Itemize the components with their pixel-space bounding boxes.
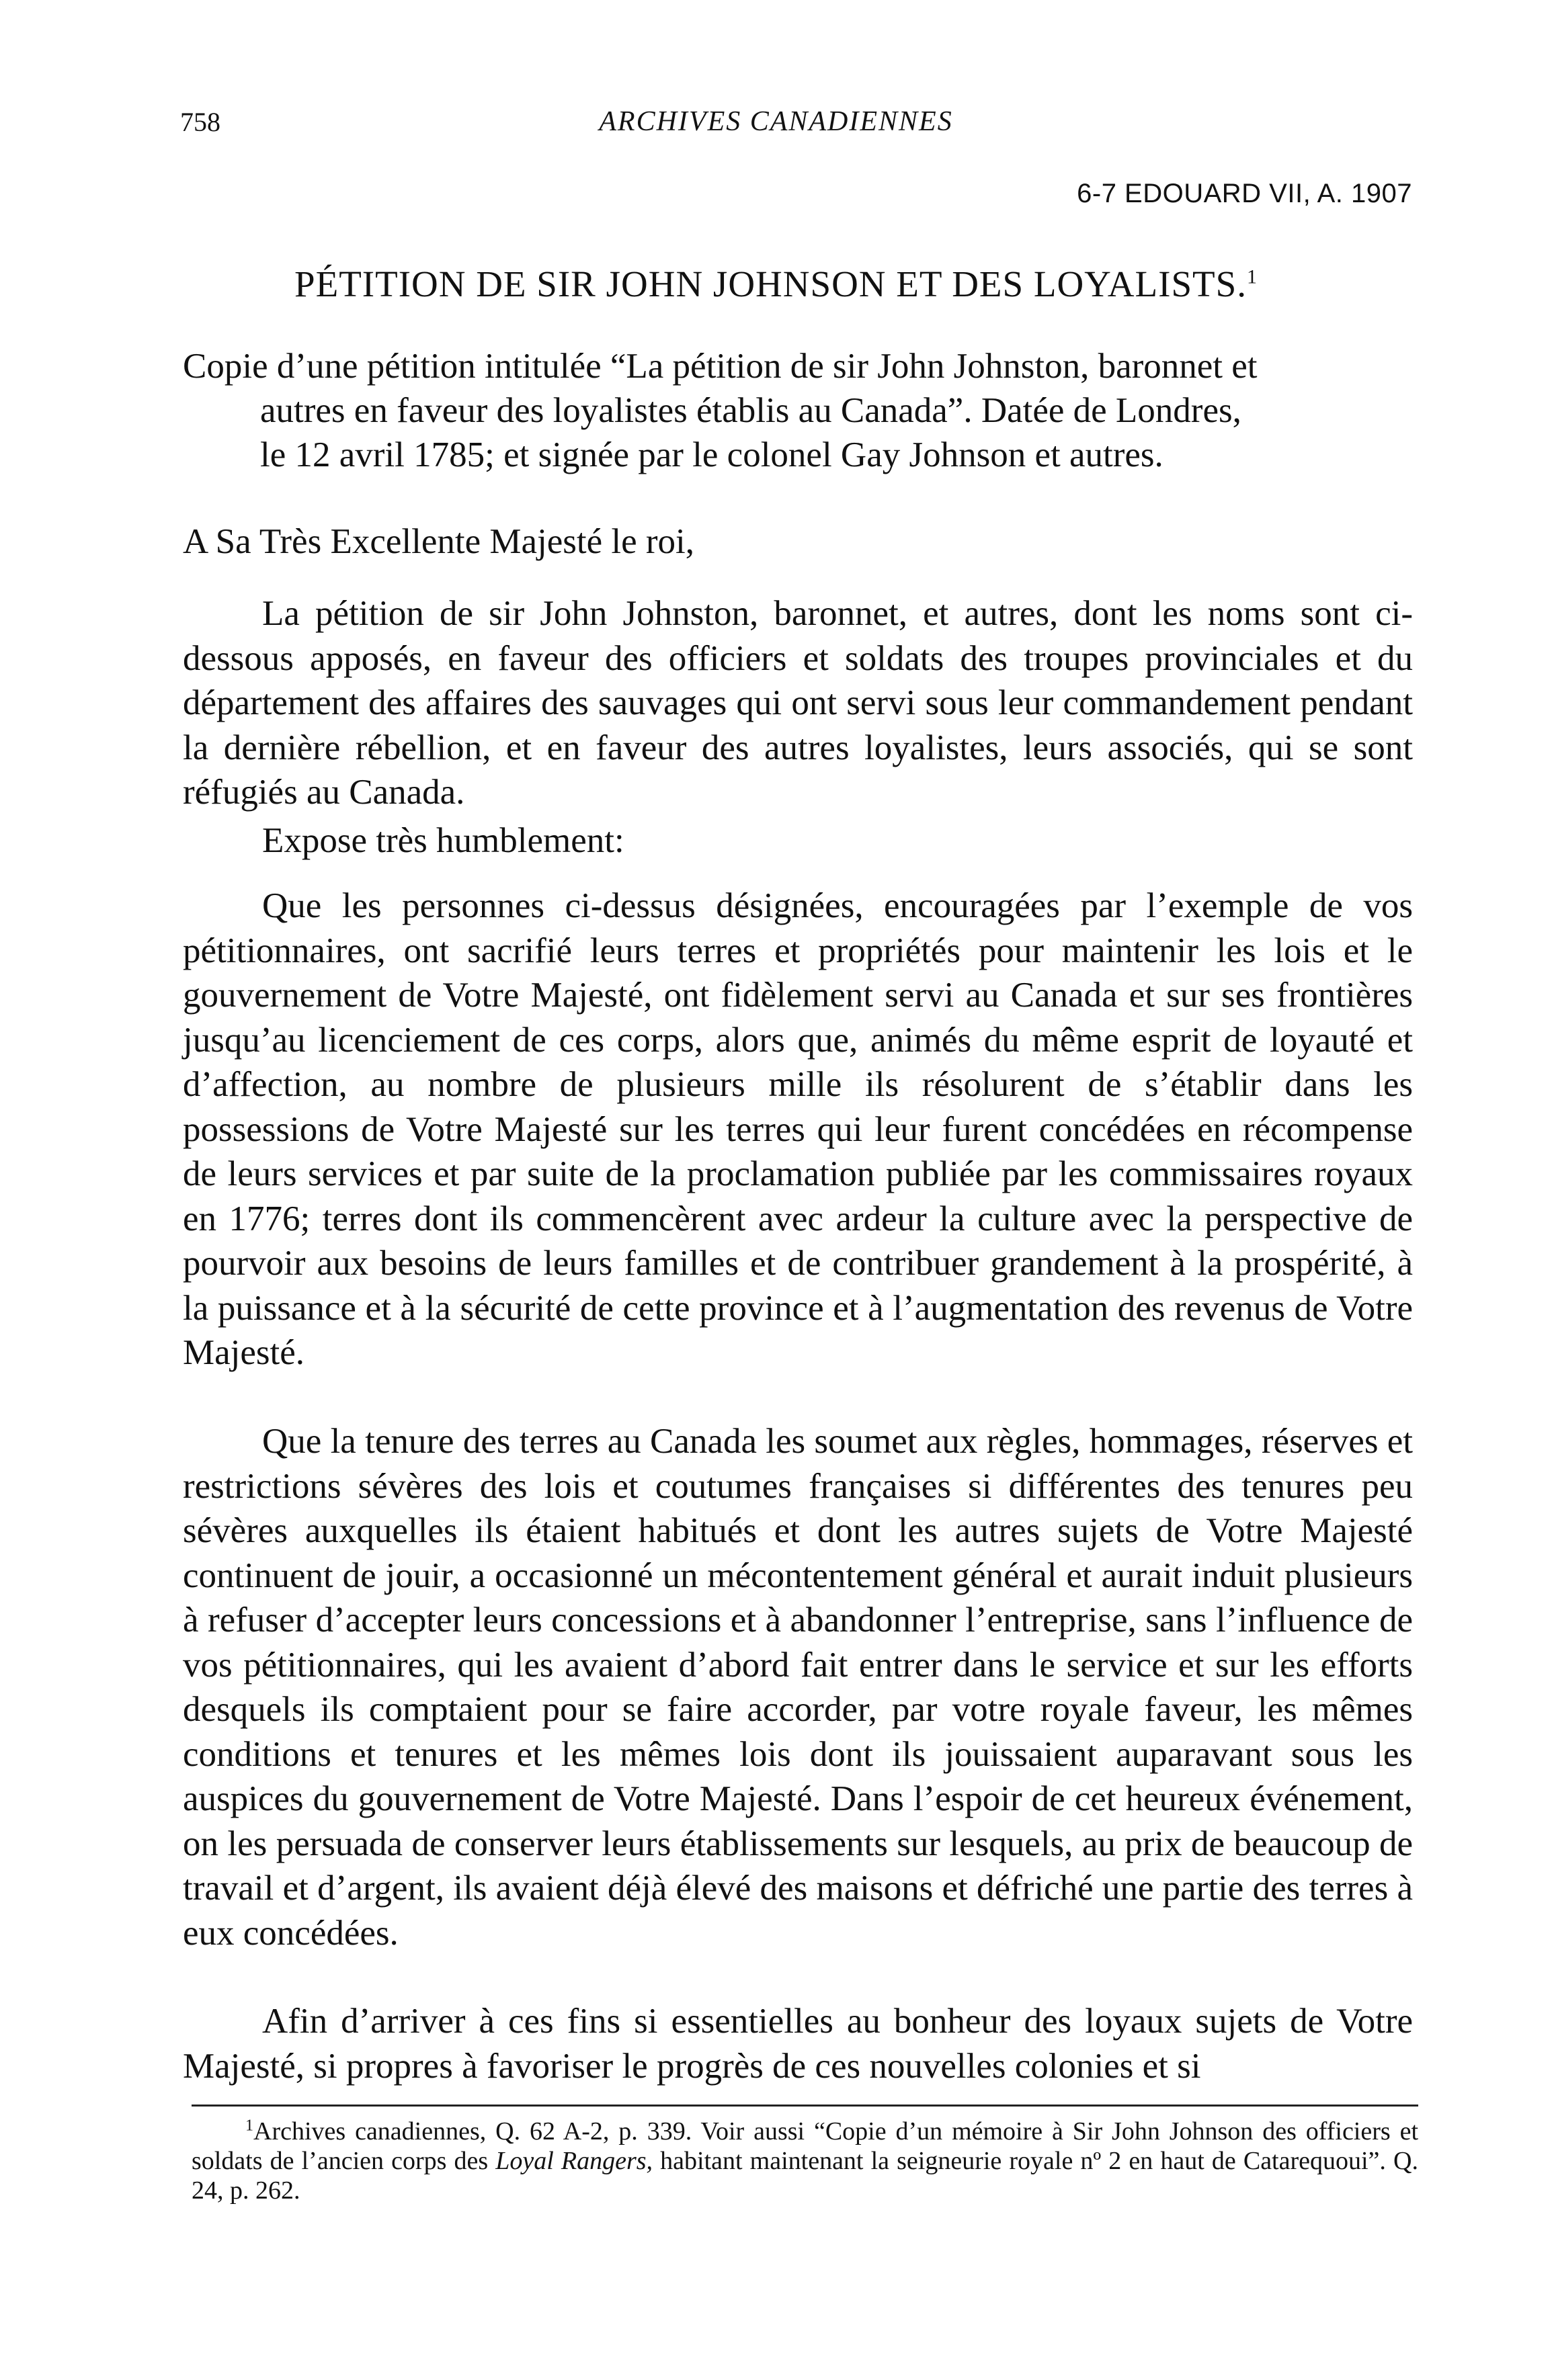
footnote-marker: 1 — [245, 2117, 253, 2135]
running-title: ARCHIVES CANADIENNES — [599, 106, 953, 137]
footnote-text — [192, 2117, 1418, 2205]
paragraph-text: Expose très humblement: — [262, 821, 624, 860]
petition-paragraph — [183, 591, 1413, 815]
footnote-text-start: Archives canadiennes, Q. 62 A-2, p. 339. Voir aussi “Copie d’un mémoire à Sir John Johnson des officiers et soldats de l’ancien corps des — [192, 2117, 1418, 2175]
afin-paragraph — [183, 1999, 1413, 2088]
paragraph-text: La pétition de sir John Johnston, baronnet, et autres, dont les noms sont ci-dessous apposés, en faveur des officiers et soldats des troupes provinciales et du département des affaires des sauvages qui ont servi sous leur commandement pendant la dernière rébellion, et en faveur des autres loyalistes, leurs associés, qui se sont réfugiés au Canada. — [183, 594, 1413, 812]
first-que-paragraph — [183, 884, 1413, 1375]
summary-line: le 12 avril 1785; et signée par le colonel Gay Johnson et autres. — [260, 435, 1163, 474]
footnote-text-end: habitant maintenant la seigneurie royale nº 2 en haut de Catarequoui”. Q. 24, p. 262. — [192, 2147, 1418, 2205]
document-title — [0, 265, 1552, 302]
document-title-text: PÉTITION DE SIR JOHN JOHNSON ET DES LOYALISTS. — [294, 263, 1247, 304]
footnote-divider — [192, 2105, 1418, 2107]
footnote-emphasis: Loyal Rangers, — [495, 2147, 653, 2175]
summary-line: autres en faveur des loyalistes établis au Canada”. Datée de Londres, — [260, 391, 1241, 430]
paragraph-text: Que la tenure des terres au Canada les soumet aux règles, hommages, réserves et restrictions sévères des lois et coutumes françaises si différentes des tenures peu sévères auxquelles ils étaient habitués et dont les autres sujets de Votre Majesté continuent de jouir, a occasionné un mécontentement général et aurait induit plusieurs à refuser d’accepter leurs concessions et à abandonner l’entreprise, sans l’influence de vos pétitionnaires, qui les avaient d’abord fait entrer dans le service et sur les efforts desquels ils comptaient pour se faire accorder, par votre royale faveur, les mêmes conditions et tenures et les mêmes lois dont ils jouissaient auparavant sous les auspices du gouvernement de Votre Majesté. Dans l’espoir de cet heureux événement, on les persuada de conserver leurs établissements sur lesquels, au prix de beaucoup de travail et d’argent, ils avaient déjà élevé des maisons et défriché une partie des terres à eux concédées. — [183, 1422, 1413, 1953]
second-que-paragraph — [183, 1419, 1413, 1955]
title-footnote-marker: 1 — [1246, 265, 1258, 288]
salutation: A Sa Très Excellente Majesté le roi, — [183, 522, 694, 561]
expose-paragraph — [183, 818, 1413, 863]
document-summary — [183, 344, 1413, 477]
page-number: 758 — [180, 107, 220, 137]
summary-line: Copie d’une pétition intitulée “La pétition de sir John Johnston, baronnet et — [183, 347, 1258, 386]
paragraph-text: Que les personnes ci-dessus désignées, encouragées par l’exemple de vos pétitionnaires, ont sacrifié leurs terres et propriétés pour maintenir les lois et le gouvernement de Votre Majesté, ont fidèlement servi au Canada et sur ses frontières jusqu’au licenciement de ces corps, alors que, animés du même esprit de loyauté et d’affection, au nombre de plusieurs mille ils résolurent de s’établir dans les possessions de Votre Majesté sur les terres qui leur furent concédées en récompense de leurs services et par suite de la proclamation publiée par les commissaires royaux en 1776; terres dont ils commencèrent avec ardeur la culture avec la perspective de pourvoir aux besoins de leurs familles et de contribuer grandement à la prospérité, à la puissance et à la sécurité de cette province et à l’augmentation des revenus de Votre Majesté. — [183, 886, 1413, 1372]
paragraph-text: Afin d’arriver à ces fins si essentielles au bonheur des loyaux sujets de Votre Majesté, si propres à favoriser le progrès de ces nouvelles colonies et si — [183, 2002, 1413, 2086]
footnote — [192, 2117, 1418, 2205]
session-label: 6-7 EDOUARD VII, A. 1907 — [1077, 179, 1412, 208]
